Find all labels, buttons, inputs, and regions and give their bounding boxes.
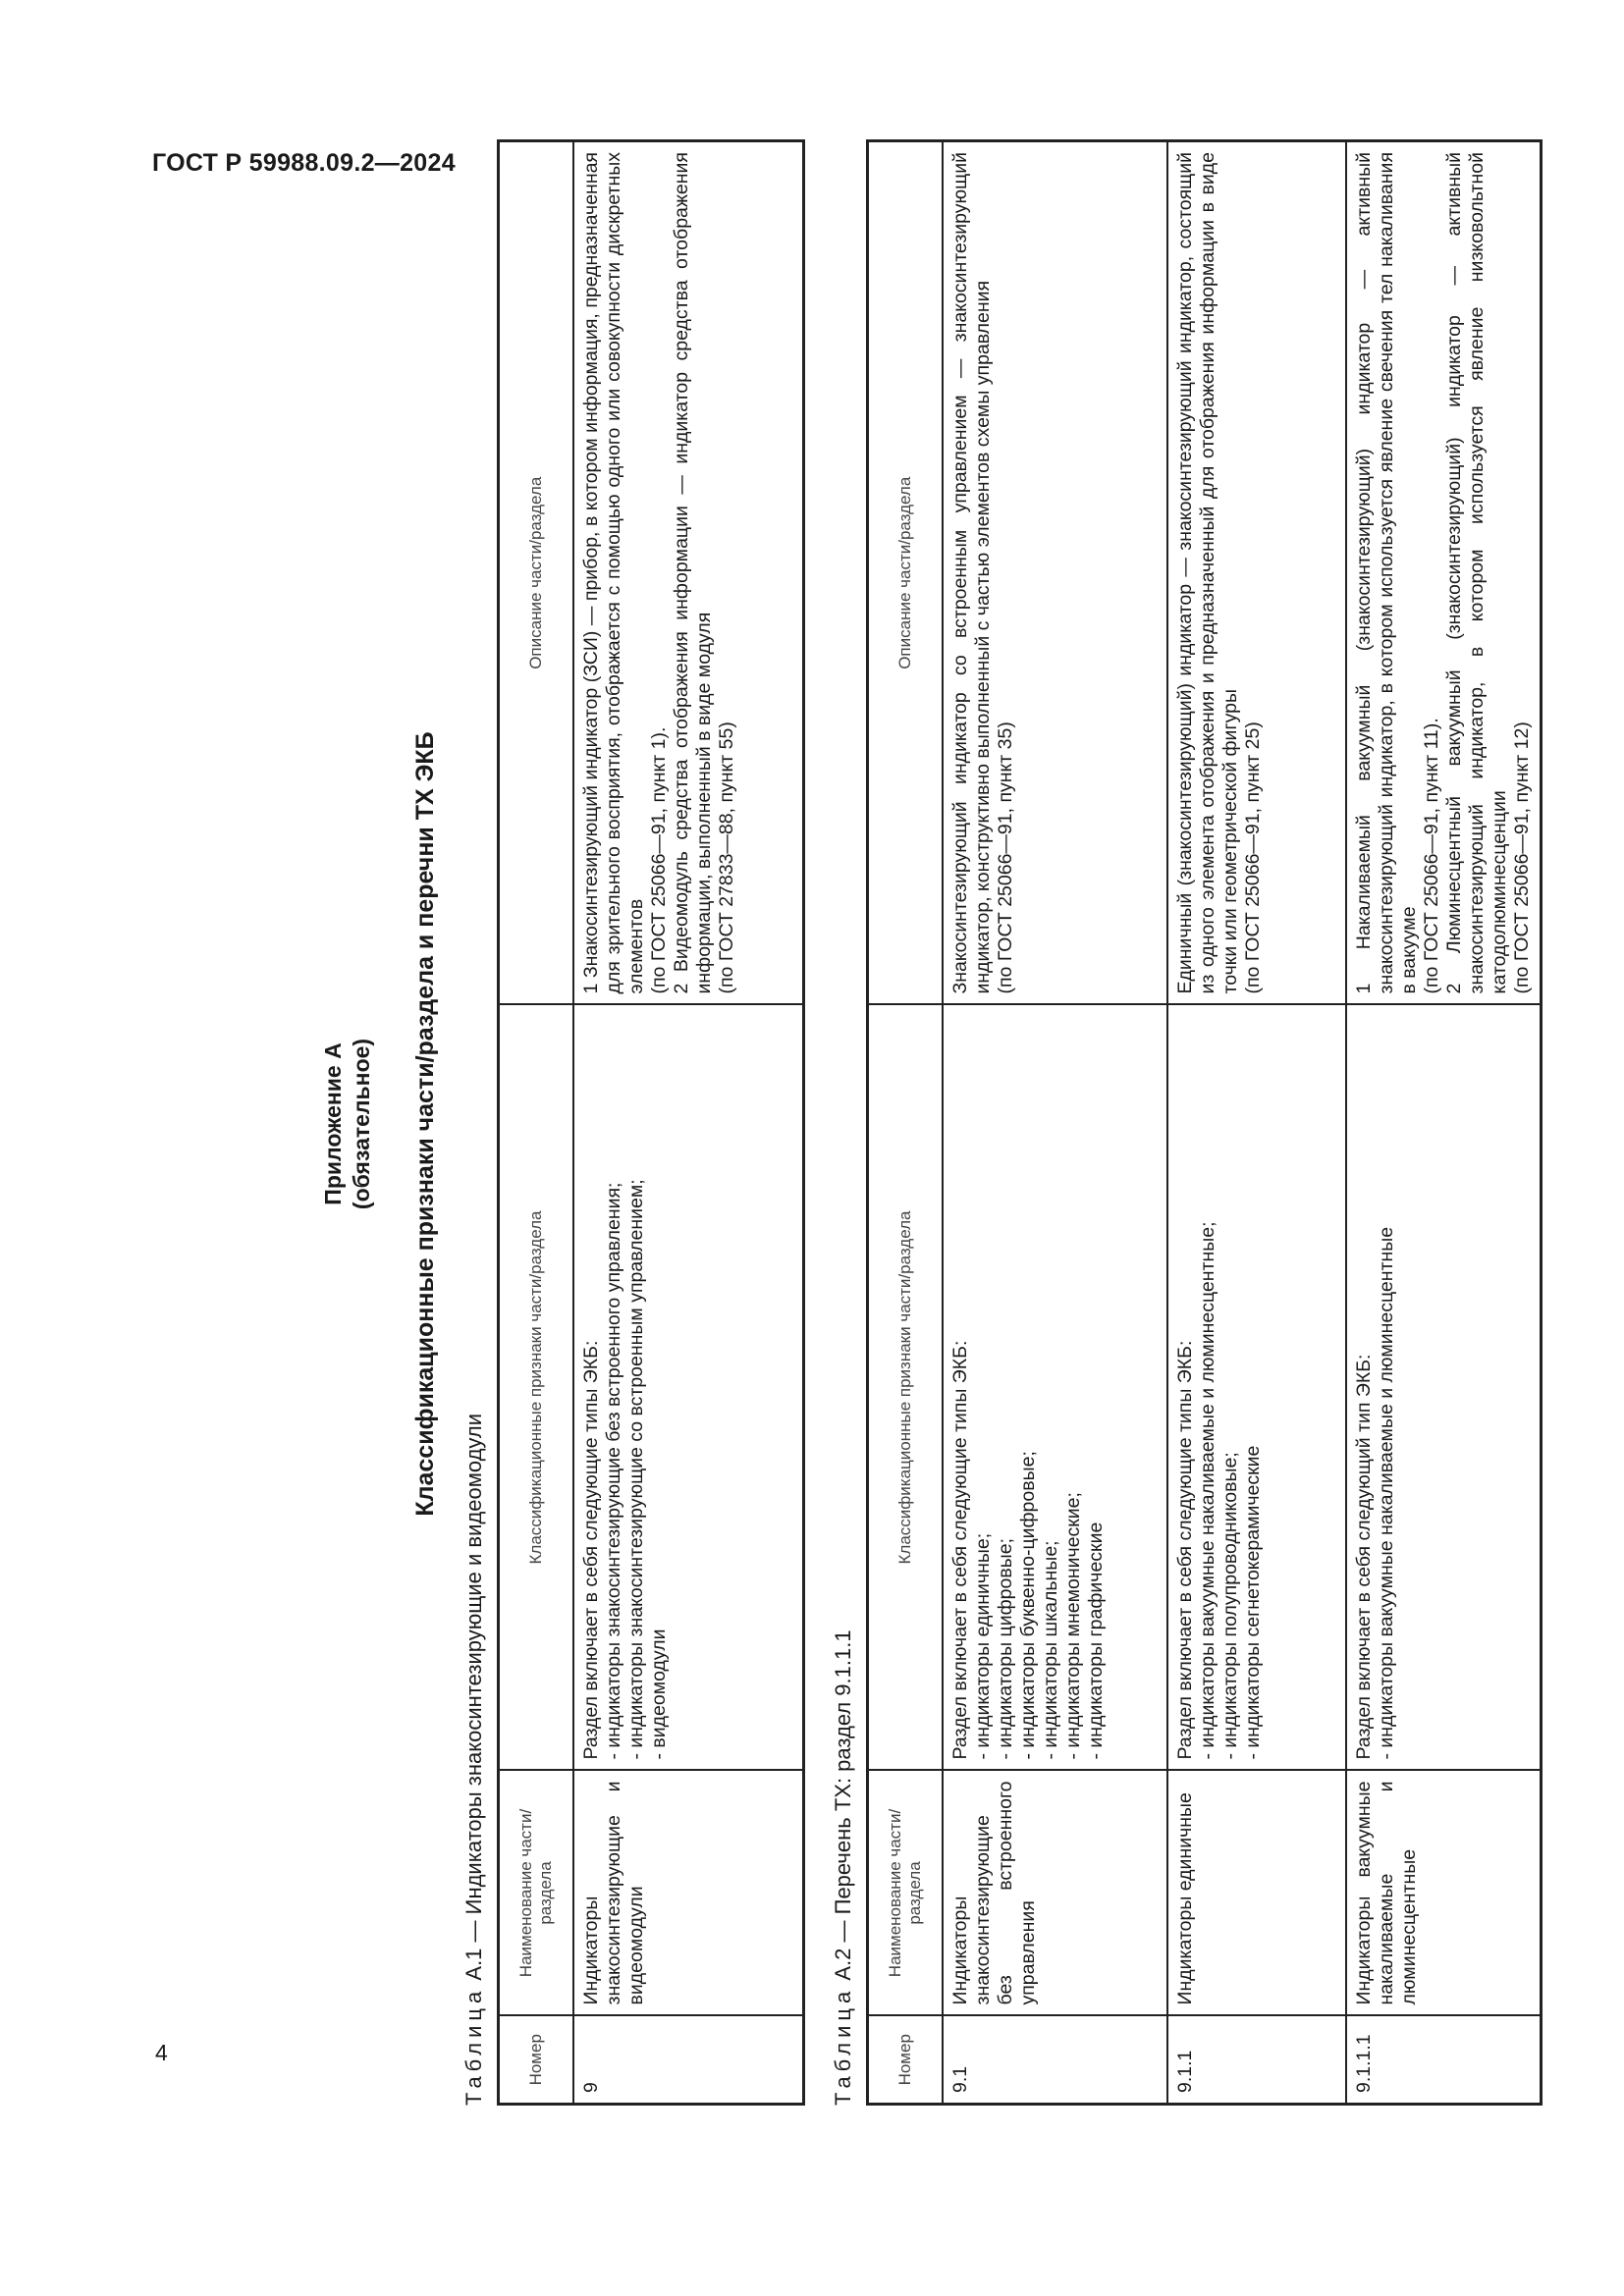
cell-name: Индикаторы знакосинтезирующие и видеомодули (573, 1771, 804, 2016)
table-row (1346, 141, 1542, 2105)
cell-description (943, 141, 1167, 1005)
cell-name: Индикаторы вакуумные накаливаемые и люминесцентные (1346, 1771, 1542, 2016)
description-line: 1 Знакосинтезирующий индикатор (ЗСИ) — прибор, в котором информация, предназначенная для зрительного восприятия, отображается с помощью одного или совокупности дискретных элементов (580, 152, 647, 994)
cell-name: Индикаторы единичные (1167, 1771, 1346, 2016)
col-description-header: Описание части/раздела (499, 141, 574, 1005)
col-number-header: Номер (499, 2016, 574, 2105)
description-line: (по ГОСТ 25066—91, пункт 1). (648, 726, 670, 994)
cell-number: 9.1.1 (1167, 2016, 1346, 2105)
feature-line: - индикаторы знакосинтезирующие без встроенного управления; (603, 1182, 624, 1760)
feature-line: - индикаторы вакуумные накаливаемые и люминесцентные; (1197, 1221, 1218, 1760)
description-line: Знакосинтезирующий индикатор со встроенным управлением — знакосинтезирующий индикатор, конструктивно выполненный с частью элементов схемы управления (949, 152, 994, 994)
col-description-header: Описание части/раздела (868, 141, 944, 1005)
cell-name: Индикаторы знакосинтезирующие без встроенного управления (943, 1771, 1167, 2016)
description-line: (по ГОСТ 25066—91, пункт 35) (995, 721, 1016, 994)
table-row (943, 141, 1167, 2105)
feature-line: Раздел включает в себя следующий тип ЭКБ: (1353, 1354, 1375, 1760)
cell-features (1346, 1005, 1542, 1771)
col-features-header: Классификационные признаки части/раздела (868, 1005, 944, 1771)
appendix-title: Приложение А (320, 1042, 346, 1205)
table-a2 (866, 139, 1543, 2106)
col-name-header: Наименование части/раздела (868, 1771, 944, 2016)
page-number: 4 (155, 2040, 168, 2065)
cell-number: 9 (573, 2016, 804, 2105)
feature-line: - индикаторы сегнетокерамические (1242, 1445, 1264, 1760)
appendix-status: (обязательное) (349, 1038, 374, 1210)
cell-description (1167, 141, 1346, 1005)
feature-line: - индикаторы графические (1085, 1522, 1107, 1760)
feature-line: Раздел включает в себя следующие типы ЭКБ: (580, 1340, 602, 1760)
description-line: (по ГОСТ 25066—91, пункт 12) (1511, 721, 1533, 994)
feature-line: - индикаторы вакуумные накаливаемые и люминесцентные (1376, 1226, 1397, 1760)
feature-line: - видеомодули (648, 1629, 670, 1760)
description-line: (по ГОСТ 25066—91, пункт 11). (1421, 718, 1442, 994)
table2-caption (831, 142, 856, 2106)
document-code: ГОСТ Р 59988.09.2—2024 (152, 149, 456, 177)
description-line: 2 Видеомодуль средства отображения информации — индикатор средства отображения информации, выполненный в виде модуля (671, 152, 715, 994)
table-row (1167, 141, 1346, 2105)
description-line: Единичный (знакосинтезирующий) индикатор — знакосинтезирующий индикатор, состоящий из одного элемента отображения и предназначенный для отображения информации в виде точки или геометрической фигуры (1174, 152, 1241, 994)
feature-line: - индикаторы шкальные; (1040, 1540, 1061, 1760)
appendix-heading (319, 142, 376, 2106)
feature-line: - индикаторы мнемонические; (1062, 1492, 1084, 1760)
cell-features (573, 1005, 804, 1771)
cell-features (943, 1005, 1167, 1771)
table1-caption-text: А.1 — Индикаторы знакосинтезирующие и видеомодули (461, 1413, 486, 1981)
cell-description (1346, 141, 1542, 1005)
feature-line: - индикаторы полупроводниковые; (1219, 1452, 1241, 1760)
feature-line: - индикаторы единичные; (972, 1532, 994, 1760)
cell-number: 9.1.1.1 (1346, 2016, 1542, 2105)
col-number-header: Номер (868, 2016, 944, 2105)
cell-description (573, 141, 804, 1005)
section-title: Классификационные признаки части/раздела и перечни ТХ ЭКБ (411, 731, 439, 1517)
table1-header-row (499, 141, 574, 2105)
description-line: 2 Люминесцентный вакуумный (знакосинтезирующий) индикатор — активный знакосинтезирующий индикатор, в котором используется явление низковольтной катодолюминесценции (1443, 152, 1510, 994)
landscape-content (319, 142, 1533, 2106)
col-features-header: Классификационные признаки части/раздела (499, 1005, 574, 1771)
table-a1 (497, 139, 805, 2106)
table2-caption-prefix: Таблица (831, 1986, 855, 2106)
col-name-header: Наименование части/раздела (499, 1771, 574, 2016)
feature-line: - индикаторы цифровые; (995, 1538, 1016, 1760)
feature-line: - индикаторы знакосинтезирующие со встроенным управлением; (625, 1179, 647, 1760)
table1-caption (461, 142, 487, 2106)
description-line: (по ГОСТ 25066—91, пункт 25) (1242, 721, 1264, 994)
feature-line: Раздел включает в себя следующие типы ЭКБ: (1174, 1340, 1196, 1760)
cell-number: 9.1 (943, 2016, 1167, 2105)
cell-features (1167, 1005, 1346, 1771)
table-row (573, 141, 804, 2105)
feature-line: - индикаторы буквенно-цифровые; (1017, 1451, 1039, 1760)
description-line: 1 Накаливаемый вакуумный (знакосинтезирующий) индикатор — активный знакосинтезирующий индикатор, в котором используется явление свечения тел накаливания в вакууме (1353, 152, 1420, 994)
table2-caption-text: А.2 — Перечень ТХ: раздел 9.1.1.1 (831, 1629, 855, 1981)
table2-header-row (868, 141, 944, 2105)
table1-caption-prefix: Таблица (461, 1986, 486, 2106)
feature-line: Раздел включает в себя следующие типы ЭКБ: (949, 1340, 971, 1760)
description-line: (по ГОСТ 27833—88, пункт 55) (716, 721, 737, 994)
